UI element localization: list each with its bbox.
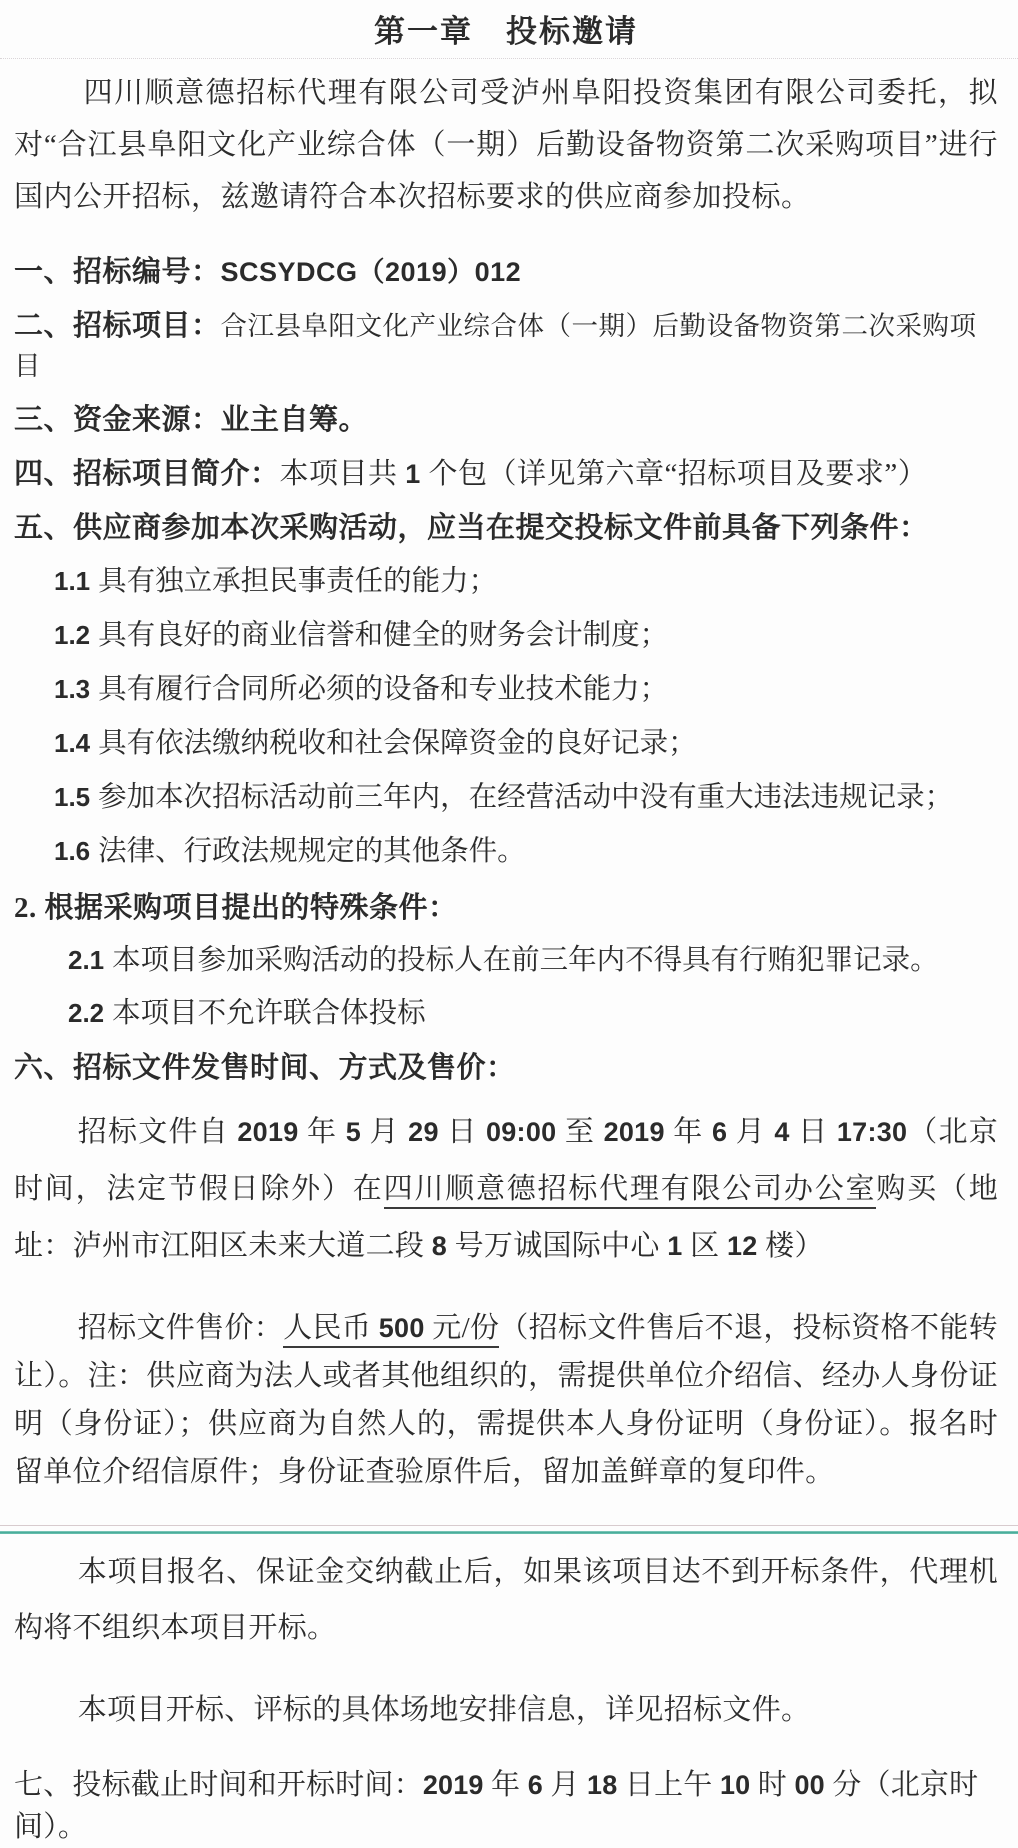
condition-text: 参加本次招标活动前三年内，在经营活动中没有重大违法违规记录； bbox=[98, 782, 954, 813]
condition-number: 1.6 bbox=[54, 836, 91, 866]
item-tender-project-value: 合江县阜阳文化产业综合体（一期）后勤设备物资第二次采购项目 bbox=[14, 311, 977, 381]
item-tender-number bbox=[14, 252, 998, 292]
condition-text: 本项目不允许联合体投标 bbox=[112, 998, 426, 1029]
item-project-brief-value: 本项目共 1 个包（详见第六章“招标项目及要求”） bbox=[279, 458, 928, 490]
condition-text: 具有良好的商业信誉和健全的财务会计制度； bbox=[98, 620, 669, 651]
section-special-conditions-heading: 2. 根据采购项目提出的特殊条件： bbox=[14, 892, 458, 924]
condition-number: 2.2 bbox=[68, 998, 105, 1028]
item-fund-source-label: 三、资金来源： bbox=[14, 404, 221, 436]
section-supplier-conditions-heading: 五、供应商参加本次采购活动，应当在提交投标文件前具备下列条件： bbox=[14, 512, 929, 544]
condition-number: 1.2 bbox=[54, 620, 91, 650]
item-deadline-tail: （北京时间）。 bbox=[14, 1769, 979, 1843]
sale-text: 招标文件自 bbox=[77, 1116, 238, 1148]
condition-item bbox=[54, 831, 998, 872]
condition-number: 1.1 bbox=[54, 566, 91, 596]
scan-artifact-line bbox=[0, 58, 1018, 59]
condition-item bbox=[54, 723, 998, 764]
item-tender-project-label: 二、招标项目： bbox=[14, 310, 221, 342]
item-deadline bbox=[14, 1764, 998, 1848]
item-project-brief-label: 四、招标项目简介： bbox=[14, 458, 280, 490]
sale-address: 购买（地址：泸州市江阳区未来大道二段 8 号万诚国际中心 1 区 12 楼） bbox=[14, 1173, 999, 1262]
item-tender-number-label: 一、招标编号： bbox=[14, 256, 221, 288]
condition-number: 2.1 bbox=[68, 945, 105, 975]
condition-text: 具有依法缴纳税收和社会保障资金的良好记录； bbox=[98, 728, 697, 759]
sale-period: 2019 年 5 月 29 日 09:00 至 2019 年 6 月 4 日 17:30 bbox=[237, 1116, 908, 1148]
condition-item bbox=[54, 669, 998, 710]
price-value-underlined: 人民币 500 元/份 bbox=[283, 1312, 499, 1348]
condition-number: 1.5 bbox=[54, 782, 91, 812]
divider-thin-line bbox=[0, 1525, 1018, 1526]
condition-number: 1.4 bbox=[54, 728, 91, 758]
condition-item bbox=[54, 777, 998, 818]
item-deadline-label: 七、投标截止时间和开标时间： bbox=[14, 1769, 423, 1801]
chapter-title: 第一章 投标邀请 bbox=[374, 14, 638, 49]
section-document-sale-heading: 六、招标文件发售时间、方式及售价： bbox=[14, 1052, 516, 1084]
price-label: 招标文件售价： bbox=[77, 1312, 284, 1344]
intro-paragraph: 四川顺意德招标代理有限公司受泸州阜阳投资集团有限公司委托，拟对“合江县阜阳文化产业综合体（一期）后勤设备物资第二次采购项目”进行国内公开招标，兹邀请符合本次招标要求的供应商参加投标。 bbox=[14, 77, 998, 213]
condition-text: 法律、行政法规规定的其他条件。 bbox=[98, 836, 526, 867]
section-divider bbox=[0, 1525, 1018, 1534]
price-paragraph bbox=[14, 1304, 998, 1496]
sale-time-paragraph bbox=[14, 1104, 998, 1275]
special-condition-item bbox=[68, 993, 998, 1034]
condition-text: 本项目参加采购活动的投标人在前三年内不得具有行贿犯罪记录。 bbox=[112, 945, 939, 976]
item-project-brief bbox=[14, 454, 998, 494]
item-fund-source-value: 业主自筹。 bbox=[220, 404, 369, 436]
opening-condition-notice: 本项目报名、保证金交纳截止后，如果该项目达不到开标条件，代理机构将不组织本项目开标。 bbox=[14, 1556, 998, 1644]
item-tender-number-value: SCSYDCG（2019）012 bbox=[220, 257, 522, 287]
sale-text: （北京时间，法定节假日除外）在 bbox=[14, 1116, 999, 1205]
venue-notice: 本项目开标、评标的具体场地安排信息，详见招标文件。 bbox=[77, 1694, 811, 1726]
special-condition-item bbox=[68, 940, 998, 981]
condition-text: 具有履行合同所必须的设备和专业技术能力； bbox=[98, 674, 669, 705]
item-tender-project bbox=[14, 306, 998, 386]
divider-teal-line bbox=[0, 1531, 1018, 1534]
item-deadline-value: 2019 年 6 月 18 日上午 10 时 00 分 bbox=[422, 1769, 862, 1801]
item-fund-source bbox=[14, 400, 998, 440]
condition-item bbox=[54, 561, 998, 602]
condition-text: 具有独立承担民事责任的能力； bbox=[98, 566, 498, 597]
sale-office-underlined: 四川顺意德招标代理有限公司办公室 bbox=[384, 1173, 877, 1209]
condition-number: 1.3 bbox=[54, 674, 91, 704]
condition-item bbox=[54, 615, 998, 656]
price-note: （招标文件售后不退，投标资格不能转让）。注：供应商为法人或者其他组织的，需提供单位介绍信、经办人身份证明（身份证）；供应商为自然人的，需提供本人身份证明（身份证）。报名时留单位介绍信原件；身份证查验原件后，留加盖鲜章的复印件。 bbox=[14, 1312, 998, 1488]
